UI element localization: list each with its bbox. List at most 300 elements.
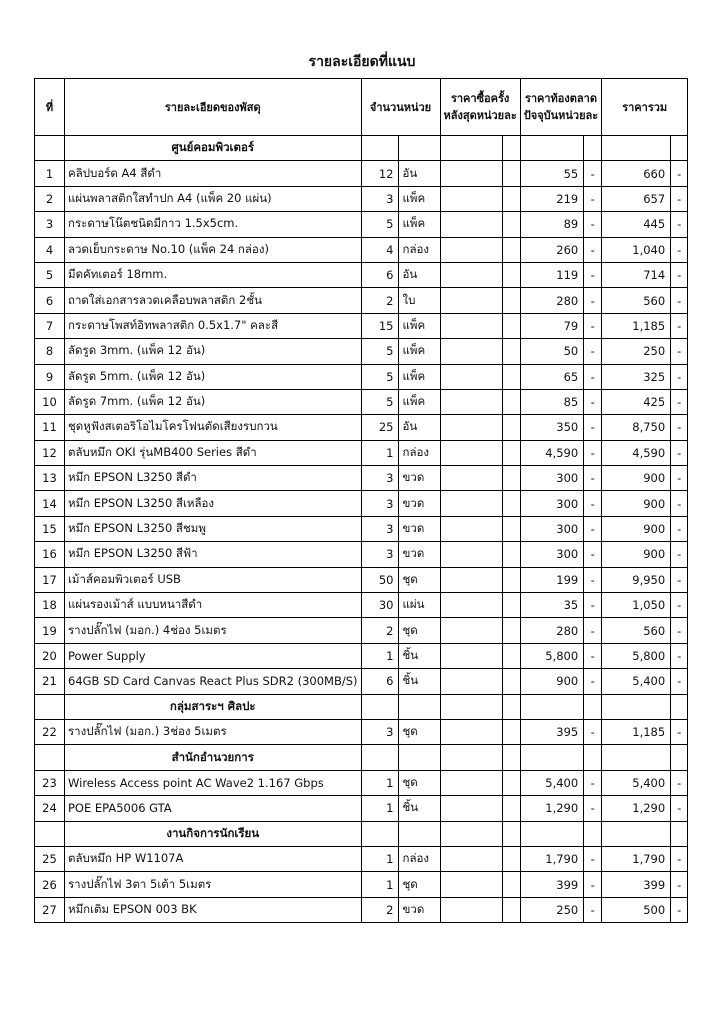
item-quantity: 1 (361, 770, 398, 795)
item-quantity: 1 (361, 846, 398, 871)
item-quantity: 2 (361, 897, 398, 922)
total-dash: - (671, 643, 688, 668)
item-description: กระดาษโพสท์อิทพลาสติก 0.5x1.7" คละสี (65, 313, 362, 338)
cell-qty-empty (361, 745, 398, 770)
item-description: ตลับหมึก OKI รุ่นMB400 Series สีดำ (65, 440, 362, 465)
price-dash: - (584, 364, 602, 389)
item-description: แผ่นพลาสติกใสทำปก A4 (แพ็ค 20 แผ่น) (65, 186, 362, 211)
item-total: 900 (602, 466, 671, 491)
cell-last-price-empty (440, 415, 503, 440)
item-market-price: 4,590 (520, 440, 583, 465)
cell-market-price-empty (520, 821, 583, 846)
item-description: 64GB SD Card Canvas React Plus SDR2 (300MB/S) (65, 669, 362, 694)
cell-last-price-sub-empty (503, 466, 521, 491)
item-total: 5,400 (602, 770, 671, 795)
item-number: 22 (35, 719, 65, 744)
item-description: รางปลั๊กไฟ (มอก.) 4ช่อง 5เมตร (65, 618, 362, 643)
item-quantity: 5 (361, 339, 398, 364)
item-unit: อัน (398, 161, 440, 186)
item-quantity: 15 (361, 313, 398, 338)
section-heading: งานกิจการนักเรียน (65, 821, 362, 846)
table-row (35, 516, 688, 541)
item-number: 7 (35, 313, 65, 338)
item-number: 2 (35, 186, 65, 211)
cell-last-price-sub-empty (503, 796, 521, 821)
item-description: เม้าส์คอมพิวเตอร์ USB (65, 567, 362, 592)
item-description: หมึก EPSON L3250 สีฟ้า (65, 542, 362, 567)
item-total: 4,590 (602, 440, 671, 465)
item-unit: อัน (398, 262, 440, 287)
header-quantity-unit: จำนวนหน่วย (361, 79, 440, 136)
cell-last-price-sub-empty (503, 415, 521, 440)
item-quantity: 30 (361, 593, 398, 618)
price-dash: - (584, 262, 602, 287)
item-number: 3 (35, 212, 65, 237)
price-dash: - (584, 186, 602, 211)
item-total: 425 (602, 389, 671, 414)
item-quantity: 3 (361, 186, 398, 211)
cell-last-price-sub-empty (503, 161, 521, 186)
items-body (35, 136, 688, 923)
price-dash: - (584, 872, 602, 897)
item-total: 399 (602, 872, 671, 897)
item-market-price: 260 (520, 237, 583, 262)
total-dash: - (671, 161, 688, 186)
price-dash: - (584, 542, 602, 567)
item-unit: แพ็ค (398, 212, 440, 237)
cell-last-price-empty (440, 669, 503, 694)
item-number: 26 (35, 872, 65, 897)
total-dash: - (671, 872, 688, 897)
item-number: 10 (35, 389, 65, 414)
item-number: 20 (35, 643, 65, 668)
total-dash: - (671, 516, 688, 541)
item-quantity: 4 (361, 237, 398, 262)
cell-last-price-sub-empty (503, 288, 521, 313)
item-description: คลิปบอร์ด A4 สีดำ (65, 161, 362, 186)
price-dash: - (584, 770, 602, 795)
total-dash: - (671, 364, 688, 389)
cell-market-dash-empty (584, 694, 602, 719)
item-total: 9,950 (602, 567, 671, 592)
price-dash: - (584, 643, 602, 668)
cell-last-price-sub-empty (503, 770, 521, 795)
items-table (34, 78, 688, 923)
section-row (35, 694, 688, 719)
cell-last-price-sub-empty (503, 313, 521, 338)
item-quantity: 3 (361, 491, 398, 516)
item-unit: ชิ้น (398, 796, 440, 821)
price-dash: - (584, 516, 602, 541)
item-unit: ขวด (398, 516, 440, 541)
item-total: 1,050 (602, 593, 671, 618)
header-market-line1: ราคาท้องตลาด (524, 92, 597, 105)
cell-unit-empty (398, 136, 440, 161)
item-description: รางปลั๊กไฟ 3ตา 5เต้า 5เมตร (65, 872, 362, 897)
table-row (35, 796, 688, 821)
item-description: ถาดใส่เอกสารลวดเคลือบพลาสติก 2ชั้น (65, 288, 362, 313)
cell-last-price-empty (440, 237, 503, 262)
item-quantity: 3 (361, 466, 398, 491)
item-quantity: 6 (361, 669, 398, 694)
item-quantity: 3 (361, 719, 398, 744)
cell-total-empty (602, 745, 671, 770)
cell-total-dash-empty (671, 821, 688, 846)
total-dash: - (671, 796, 688, 821)
item-market-price: 5,400 (520, 770, 583, 795)
table-row (35, 262, 688, 287)
item-number: 16 (35, 542, 65, 567)
total-dash: - (671, 288, 688, 313)
total-dash: - (671, 719, 688, 744)
item-number: 24 (35, 796, 65, 821)
item-market-price: 900 (520, 669, 583, 694)
item-unit: ขวด (398, 466, 440, 491)
cell-total-empty (602, 694, 671, 719)
table-row (35, 440, 688, 465)
table-row (35, 770, 688, 795)
item-unit: แพ็ค (398, 364, 440, 389)
cell-last-price-sub-empty (503, 440, 521, 465)
section-row (35, 745, 688, 770)
cell-total-empty (602, 821, 671, 846)
cell-last-price-empty (440, 466, 503, 491)
price-dash: - (584, 593, 602, 618)
cell-last-price-sub-empty (503, 669, 521, 694)
item-unit: ใบ (398, 288, 440, 313)
item-number: 12 (35, 440, 65, 465)
item-market-price: 399 (520, 872, 583, 897)
cell-qty-empty (361, 694, 398, 719)
cell-last-price-empty (440, 821, 503, 846)
price-dash: - (584, 288, 602, 313)
item-unit: ขวด (398, 542, 440, 567)
item-number: 5 (35, 262, 65, 287)
item-unit: กล่อง (398, 440, 440, 465)
total-dash: - (671, 770, 688, 795)
cell-no-empty (35, 136, 65, 161)
cell-last-price-sub-empty (503, 339, 521, 364)
item-total: 1,790 (602, 846, 671, 871)
item-total: 660 (602, 161, 671, 186)
item-unit: กล่อง (398, 846, 440, 871)
item-description: POE EPA5006 GTA (65, 796, 362, 821)
item-total: 900 (602, 516, 671, 541)
price-dash: - (584, 415, 602, 440)
cell-last-price-empty (440, 618, 503, 643)
header-total: ราคารวม (602, 79, 688, 136)
item-description: ชุดหูฟังสเตอริโอไมโครโฟนตัดเสียงรบกวน (65, 415, 362, 440)
item-market-price: 350 (520, 415, 583, 440)
item-unit: ขวด (398, 491, 440, 516)
table-row (35, 491, 688, 516)
item-number: 9 (35, 364, 65, 389)
item-market-price: 85 (520, 389, 583, 414)
item-unit: ชุด (398, 567, 440, 592)
item-quantity: 6 (361, 262, 398, 287)
item-total: 1,040 (602, 237, 671, 262)
table-row (35, 846, 688, 871)
section-heading: สำนักอำนวยการ (65, 745, 362, 770)
cell-total-dash-empty (671, 745, 688, 770)
cell-last-price-empty (440, 542, 503, 567)
header-market-price (520, 79, 601, 136)
item-market-price: 65 (520, 364, 583, 389)
total-dash: - (671, 846, 688, 871)
cell-last-price-empty (440, 161, 503, 186)
item-total: 900 (602, 491, 671, 516)
cell-unit-empty (398, 694, 440, 719)
total-dash: - (671, 669, 688, 694)
header-no: ที่ (35, 79, 65, 136)
total-dash: - (671, 440, 688, 465)
total-dash: - (671, 389, 688, 414)
cell-last-price-sub-empty (503, 719, 521, 744)
total-dash: - (671, 262, 688, 287)
cell-last-price-empty (440, 770, 503, 795)
cell-last-price-empty (440, 567, 503, 592)
table-row (35, 288, 688, 313)
price-dash: - (584, 796, 602, 821)
total-dash: - (671, 897, 688, 922)
price-dash: - (584, 339, 602, 364)
item-unit: ชิ้น (398, 643, 440, 668)
price-dash: - (584, 491, 602, 516)
item-market-price: 300 (520, 491, 583, 516)
item-market-price: 280 (520, 618, 583, 643)
cell-market-price-empty (520, 136, 583, 161)
cell-last-price-sub-empty (503, 618, 521, 643)
cell-unit-empty (398, 745, 440, 770)
total-dash: - (671, 313, 688, 338)
price-dash: - (584, 161, 602, 186)
section-heading: ศูนย์คอมพิวเตอร์ (65, 136, 362, 161)
item-market-price: 300 (520, 516, 583, 541)
cell-last-price-sub-empty (503, 136, 521, 161)
item-market-price: 250 (520, 897, 583, 922)
total-dash: - (671, 542, 688, 567)
item-total: 714 (602, 262, 671, 287)
item-unit: แพ็ค (398, 186, 440, 211)
total-dash: - (671, 237, 688, 262)
table-row (35, 567, 688, 592)
price-dash: - (584, 212, 602, 237)
cell-last-price-empty (440, 516, 503, 541)
cell-last-price-sub-empty (503, 643, 521, 668)
cell-last-price-sub-empty (503, 897, 521, 922)
item-market-price: 35 (520, 593, 583, 618)
item-market-price: 300 (520, 542, 583, 567)
cell-last-price-empty (440, 846, 503, 871)
item-unit: แพ็ค (398, 389, 440, 414)
item-description: ลัดรูด 3mm. (แพ็ค 12 อัน) (65, 339, 362, 364)
item-number: 18 (35, 593, 65, 618)
cell-last-price-sub-empty (503, 212, 521, 237)
price-dash: - (584, 440, 602, 465)
table-row (35, 872, 688, 897)
item-unit: อัน (398, 415, 440, 440)
item-number: 11 (35, 415, 65, 440)
item-total: 5,400 (602, 669, 671, 694)
cell-last-price-sub-empty (503, 186, 521, 211)
item-description: หมึก EPSON L3250 สีดำ (65, 466, 362, 491)
item-unit: แผ่น (398, 593, 440, 618)
item-description: หมึก EPSON L3250 สีเหลือง (65, 491, 362, 516)
cell-no-empty (35, 821, 65, 846)
header-last-price-line2: หลังสุดหน่วยละ (443, 109, 517, 122)
cell-last-price-empty (440, 186, 503, 211)
item-description: ลัดรูด 7mm. (แพ็ค 12 อัน) (65, 389, 362, 414)
item-number: 21 (35, 669, 65, 694)
item-total: 500 (602, 897, 671, 922)
item-market-price: 89 (520, 212, 583, 237)
item-market-price: 55 (520, 161, 583, 186)
cell-last-price-empty (440, 339, 503, 364)
total-dash: - (671, 491, 688, 516)
total-dash: - (671, 567, 688, 592)
cell-last-price-sub-empty (503, 745, 521, 770)
table-row (35, 389, 688, 414)
item-unit: ขวด (398, 897, 440, 922)
item-number: 8 (35, 339, 65, 364)
item-total: 560 (602, 618, 671, 643)
item-description: กระดาษโน๊ตชนิดมีกาว 1.5x5cm. (65, 212, 362, 237)
total-dash: - (671, 593, 688, 618)
item-quantity: 2 (361, 618, 398, 643)
item-number: 23 (35, 770, 65, 795)
item-number: 14 (35, 491, 65, 516)
item-number: 6 (35, 288, 65, 313)
cell-last-price-sub-empty (503, 846, 521, 871)
cell-last-price-sub-empty (503, 821, 521, 846)
cell-last-price-empty (440, 313, 503, 338)
item-total: 657 (602, 186, 671, 211)
item-unit: กล่อง (398, 237, 440, 262)
cell-last-price-empty (440, 212, 503, 237)
item-unit: แพ็ค (398, 313, 440, 338)
item-description: Wireless Access point AC Wave2 1.167 Gbps (65, 770, 362, 795)
price-dash: - (584, 719, 602, 744)
cell-last-price-empty (440, 440, 503, 465)
item-total: 1,185 (602, 719, 671, 744)
total-dash: - (671, 212, 688, 237)
cell-market-dash-empty (584, 821, 602, 846)
cell-market-price-empty (520, 694, 583, 719)
cell-last-price-empty (440, 872, 503, 897)
item-number: 15 (35, 516, 65, 541)
total-dash: - (671, 618, 688, 643)
item-market-price: 199 (520, 567, 583, 592)
item-total: 8,750 (602, 415, 671, 440)
item-number: 4 (35, 237, 65, 262)
total-dash: - (671, 415, 688, 440)
section-heading: กลุ่มสาระฯ ศิลปะ (65, 694, 362, 719)
item-total: 560 (602, 288, 671, 313)
item-quantity: 50 (361, 567, 398, 592)
cell-market-dash-empty (584, 745, 602, 770)
item-market-price: 5,800 (520, 643, 583, 668)
item-number: 1 (35, 161, 65, 186)
table-row (35, 618, 688, 643)
cell-last-price-sub-empty (503, 694, 521, 719)
item-description: แผ่นรองเม้าส์ แบบหนาสีดำ (65, 593, 362, 618)
cell-last-price-empty (440, 593, 503, 618)
item-market-price: 300 (520, 466, 583, 491)
item-quantity: 5 (361, 364, 398, 389)
cell-last-price-empty (440, 136, 503, 161)
cell-last-price-sub-empty (503, 262, 521, 287)
cell-total-dash-empty (671, 136, 688, 161)
cell-last-price-empty (440, 389, 503, 414)
item-total: 250 (602, 339, 671, 364)
table-row (35, 364, 688, 389)
cell-last-price-sub-empty (503, 516, 521, 541)
cell-last-price-sub-empty (503, 389, 521, 414)
table-row (35, 897, 688, 922)
cell-last-price-empty (440, 491, 503, 516)
cell-last-price-empty (440, 643, 503, 668)
item-unit: ชุด (398, 872, 440, 897)
cell-last-price-empty (440, 694, 503, 719)
cell-no-empty (35, 745, 65, 770)
cell-last-price-empty (440, 288, 503, 313)
item-market-price: 50 (520, 339, 583, 364)
cell-last-price-empty (440, 364, 503, 389)
item-number: 19 (35, 618, 65, 643)
cell-last-price-sub-empty (503, 872, 521, 897)
item-market-price: 1,290 (520, 796, 583, 821)
item-quantity: 3 (361, 516, 398, 541)
cell-market-price-empty (520, 745, 583, 770)
table-row (35, 593, 688, 618)
item-number: 13 (35, 466, 65, 491)
table-row (35, 313, 688, 338)
cell-last-price-sub-empty (503, 542, 521, 567)
price-dash: - (584, 846, 602, 871)
item-total: 1,290 (602, 796, 671, 821)
cell-last-price-sub-empty (503, 567, 521, 592)
section-row (35, 136, 688, 161)
item-market-price: 219 (520, 186, 583, 211)
cell-last-price-sub-empty (503, 491, 521, 516)
item-market-price: 1,790 (520, 846, 583, 871)
item-unit: ชุด (398, 719, 440, 744)
item-quantity: 1 (361, 440, 398, 465)
item-quantity: 5 (361, 212, 398, 237)
price-dash: - (584, 237, 602, 262)
item-description: หมึก EPSON L3250 สีชมพู (65, 516, 362, 541)
cell-last-price-sub-empty (503, 364, 521, 389)
item-number: 25 (35, 846, 65, 871)
table-row (35, 212, 688, 237)
table-row (35, 339, 688, 364)
item-market-price: 280 (520, 288, 583, 313)
item-total: 325 (602, 364, 671, 389)
item-number: 27 (35, 897, 65, 922)
cell-last-price-sub-empty (503, 237, 521, 262)
price-dash: - (584, 313, 602, 338)
item-quantity: 1 (361, 872, 398, 897)
total-dash: - (671, 186, 688, 211)
item-quantity: 2 (361, 288, 398, 313)
price-dash: - (584, 389, 602, 414)
table-row (35, 415, 688, 440)
section-row (35, 821, 688, 846)
cell-last-price-empty (440, 719, 503, 744)
cell-last-price-empty (440, 897, 503, 922)
item-unit: ชุด (398, 618, 440, 643)
item-description: หมึกเติม EPSON 003 BK (65, 897, 362, 922)
